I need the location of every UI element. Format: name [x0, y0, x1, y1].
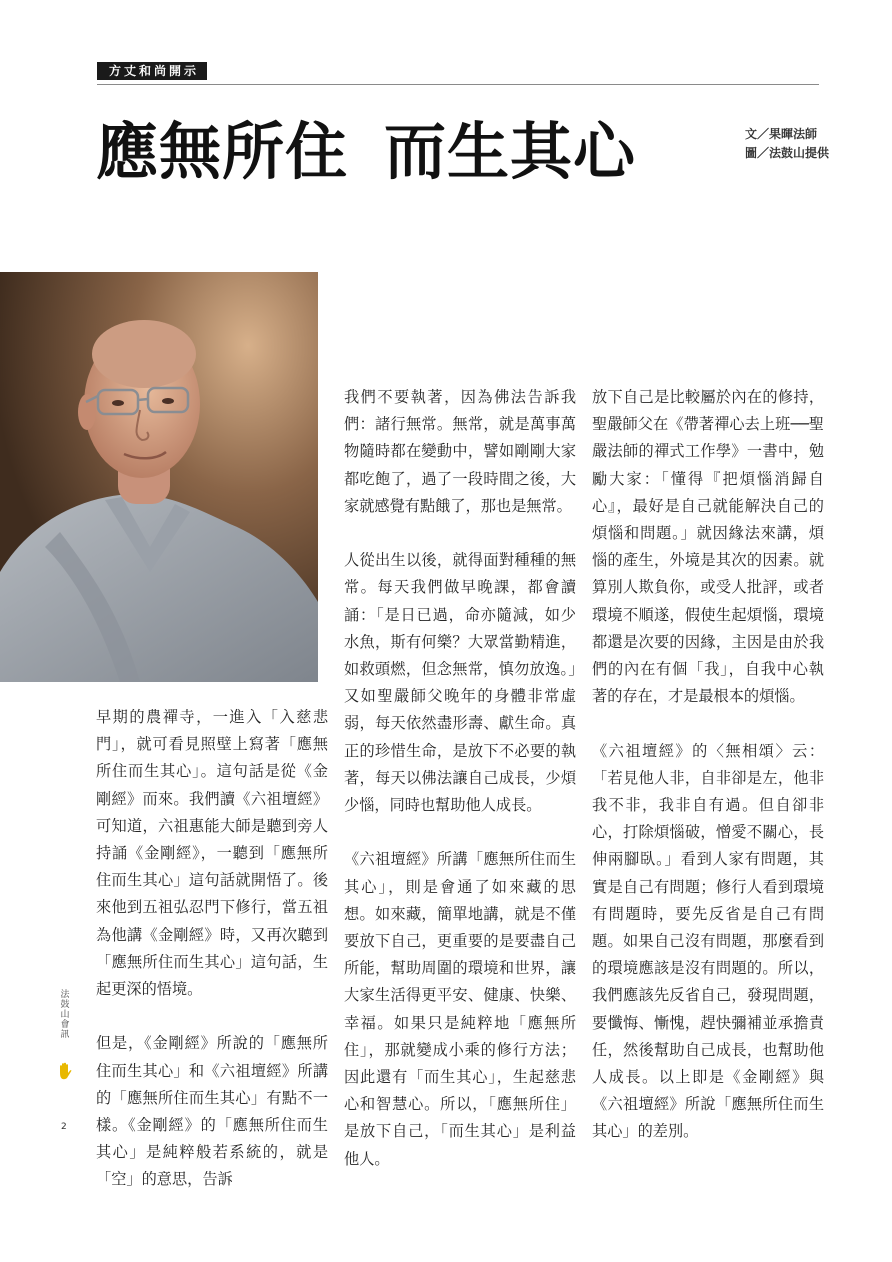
publication-label: 法鼓山會訊 — [60, 990, 70, 1040]
title-part-1: 應無所住 — [96, 115, 349, 188]
portrait-photo — [0, 272, 318, 682]
paragraph: 人從出生以後，就得面對種種的無常。每天我們做早晚課，都會讀誦：「是日已過，命亦隨減，如少水魚，斯有何樂？大眾當勤精進，如救頭燃，但念無常，慎勿放逸。」又如聖嚴師父晚年的身體非常虛弱，每天依然盡形壽、獻生命。真正的珍惜生命，是放下不必要的執著，每天以佛法讓自己成長，少煩少惱，同時也幫助他人成長。 — [344, 551, 576, 815]
section-tag: 方丈和尚開示 — [97, 62, 207, 80]
paragraph: 《六祖壇經》的〈無相頌〉云：「若見他人非，自非卻是左，他非我不非，我非自有過。但自卻非心，打除煩惱破，憎愛不關心，長伸兩腳臥。」看到人家有問題，其實是自己有問題；修行人看到環境有問題時，要先反省是自己有問題。如果自己沒有問題，那麼看到的環境應該是沒有問題的。所以，我們應該先反省自己，發現問題，要懺悔、慚愧，趕快彌補並承擔責任，然後幫助自己成長，也幫助他人成長。以上即是《金剛經》與《六祖壇經》所說「應無所住而生其心」的差別。 — [592, 741, 824, 1141]
article-column-3 — [592, 384, 824, 1146]
hand-logo-icon — [58, 1062, 72, 1080]
paragraph: 但是，《金剛經》所說的「應無所住而生其心」和《六祖壇經》所講的「應無所住而生其心」有點不一樣。《金剛經》的「應無所住而生其心」是純粹般若系統的，就是「空」的意思，告訴 — [96, 1034, 328, 1189]
paragraph: 《六祖壇經》所講「應無所住而生其心」，則是會通了如來藏的思想。如來藏，簡單地講，就是不僅要放下自己，更重要的是要盡自己所能，幫助周圍的環境和世界，讓大家生活得更平安、健康、快樂、幸福。如果只是純粹地「應無所住」，那就變成小乘的修行方法；因此還有「而生其心」，生起慈悲心和智慧心。所以，「應無所住」是放下自己，「而生其心」是利益他人。 — [344, 850, 576, 1168]
page-number: 2 — [61, 1122, 67, 1132]
image-credit: 圖／法鼓山提供 — [745, 146, 830, 160]
article-title — [96, 112, 636, 192]
article-column-1 — [96, 704, 328, 1194]
paragraph: 我們不要執著，因為佛法告訴我們：諸行無常。無常，就是萬事萬物隨時都在變動中，譬如剛剛大家都吃飽了，過了一段時間之後，大家就感覺有點餓了，那也是無常。 — [344, 388, 576, 515]
paragraph: 放下自己是比較屬於內在的修持，聖嚴師父在《帶著禪心去上班──聖嚴法師的禪式工作學》一書中，勉勵大家：「懂得『把煩惱消歸自心』，最好是自己就能解決自己的煩惱和問題。」就因緣法來講，煩惱的產生，外境是其次的因素。就算別人欺負你，或受人批評，或者環境不順遂，假使生起煩惱，環境都還是次要的因緣，主因是由於我們的內在有個「我」，自我中心執著的存在，才是最根本的煩惱。 — [592, 388, 824, 706]
title-part-2: 而生其心 — [384, 115, 637, 188]
author-credit: 文／果暉法師 — [745, 127, 818, 141]
portrait-illustration — [0, 272, 318, 682]
paragraph: 早期的農禪寺，一進入「入慈悲門」，就可看見照壁上寫著「應無所住而生其心」。這句話是從《金剛經》而來。我們讀《六祖壇經》可知道，六祖惠能大師是聽到旁人持誦《金剛經》，一聽到「應無所住而生其心」這句話就開悟了。後來他到五祖弘忍門下修行，當五祖為他講《金剛經》時，又再次聽到「應無所住而生其心」這句話，生起更深的悟境。 — [96, 708, 328, 999]
article-credits — [745, 125, 829, 163]
article-column-2 — [344, 384, 576, 1173]
header-divider — [97, 84, 819, 85]
